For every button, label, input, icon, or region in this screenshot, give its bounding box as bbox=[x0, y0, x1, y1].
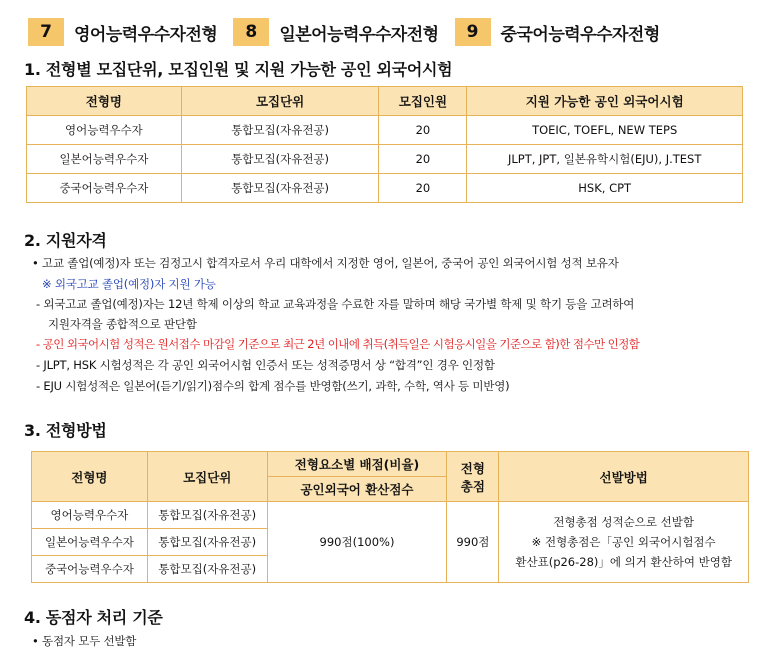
header-cell: 모집단위 bbox=[181, 87, 379, 116]
table-row bbox=[27, 174, 743, 203]
header-cell: 모집인원 bbox=[379, 87, 467, 116]
table-cell: 통합모집(자유전공) bbox=[147, 529, 267, 556]
table-cell: 통합모집(자유전공) bbox=[181, 145, 379, 174]
title-number: 9 bbox=[455, 18, 491, 46]
table-cell: HSK, CPT bbox=[467, 174, 743, 203]
table-cell: 통합모집(자유전공) bbox=[181, 116, 379, 145]
header-cell: 지원 가능한 공인 외국어시험 bbox=[467, 87, 743, 116]
header-cell: 전형명 bbox=[27, 87, 182, 116]
header-cell: 모집단위 bbox=[147, 452, 267, 502]
eligibility-jlpt-hsk: - JLPT, HSK 시험성적은 각 공인 외국어시험 인증서 또는 성적증명서 상 “합격”인 경우 인정함 bbox=[36, 358, 495, 372]
eligibility-main: • 고교 졸업(예정)자 또는 검정고시 합격자로서 우리 대학에서 지정한 영어, 일본어, 중국어 공인 외국어시험 성적 보유자 bbox=[32, 256, 619, 270]
title-item-chinese bbox=[455, 18, 660, 46]
table-cell: 통합모집(자유전공) bbox=[147, 502, 267, 529]
table-cell: 영어능력우수자 bbox=[27, 116, 182, 145]
method-line: 환산표(p26-28)」에 의거 환산하여 반영함 bbox=[515, 555, 732, 569]
table-cell: JLPT, JPT, 일본유학시험(EJU), J.TEST bbox=[467, 145, 743, 174]
eligibility-eju: - EJU 시험성적은 일본어(듣기/읽기)점수의 합계 점수를 반영함(쓰기, 과학, 수학, 역사 등 미반영) bbox=[36, 379, 510, 393]
eligibility-note: ※ 외국고교 졸업(예정)자 지원 가능 bbox=[42, 277, 216, 291]
table-header-row bbox=[27, 87, 743, 116]
table-row bbox=[32, 502, 749, 529]
table-cell: 통합모집(자유전공) bbox=[181, 174, 379, 203]
method-cell bbox=[499, 502, 749, 583]
title-label: 일본어능력우수자전형 bbox=[279, 24, 439, 45]
header-cell: 전형요소별 배점(비율) bbox=[267, 452, 447, 477]
table-cell: TOEIC, TOEFL, NEW TEPS bbox=[467, 116, 743, 145]
method-line: ※ 전형총점은「공인 외국어시험점수 bbox=[531, 535, 716, 549]
title-label: 중국어능력우수자전형 bbox=[500, 24, 660, 45]
title-item-japanese bbox=[233, 18, 438, 46]
section-2-title: 2. 지원자격 bbox=[24, 231, 107, 250]
table-cell: 중국어능력우수자 bbox=[32, 556, 148, 583]
section-1-title: 1. 전형별 모집단위, 모집인원 및 지원 가능한 공인 외국어시험 bbox=[24, 60, 453, 79]
table-row bbox=[27, 116, 743, 145]
section-3-title: 3. 전형방법 bbox=[24, 421, 107, 440]
header-cell: 선발방법 bbox=[499, 452, 749, 502]
eligibility-foreign: - 외국고교 졸업(예정)자는 12년 학제 이상의 학교 교육과정을 수료한 자를 말하며 해당 국가별 학제 및 학기 등을 고려하여 bbox=[36, 297, 635, 311]
title-item-english bbox=[28, 18, 217, 46]
selection-method-table bbox=[31, 451, 749, 583]
title-label: 영어능력우수자전형 bbox=[74, 24, 218, 45]
title-number: 7 bbox=[28, 18, 64, 46]
table-cell: 20 bbox=[379, 145, 467, 174]
score-cell: 990점(100%) bbox=[267, 502, 447, 583]
method-line: 전형총점 성적순으로 선발함 bbox=[553, 515, 694, 529]
eligibility-score-period: - 공인 외국어시험 성적은 원서접수 마감일 기준으로 최근 2년 이내에 취득(취득일은 시험응시일을 기준으로 함)한 점수만 인정함 bbox=[36, 337, 640, 351]
header-cell-line: 전형 bbox=[460, 460, 485, 476]
table-cell: 영어능력우수자 bbox=[32, 502, 148, 529]
table-cell: 20 bbox=[379, 174, 467, 203]
header-cell bbox=[447, 452, 499, 502]
table-cell: 중국어능력우수자 bbox=[27, 174, 182, 203]
total-cell: 990점 bbox=[447, 502, 499, 583]
table-row bbox=[27, 145, 743, 174]
header-cell-line: 총점 bbox=[460, 478, 485, 494]
eligibility-foreign-cont: 지원자격을 종합적으로 판단함 bbox=[48, 317, 197, 331]
section-4-title: 4. 동점자 처리 기준 bbox=[24, 608, 163, 627]
table-cell: 일본어능력우수자 bbox=[27, 145, 182, 174]
table-cell: 20 bbox=[379, 116, 467, 145]
title-bar bbox=[28, 16, 676, 48]
title-number: 8 bbox=[233, 18, 269, 46]
table-cell: 일본어능력우수자 bbox=[32, 529, 148, 556]
table-cell: 통합모집(자유전공) bbox=[147, 556, 267, 583]
header-cell: 전형명 bbox=[32, 452, 148, 502]
header-cell: 공인외국어 환산점수 bbox=[267, 477, 447, 502]
tiebreak-rule: • 동점자 모두 선발함 bbox=[32, 634, 137, 648]
recruitment-table bbox=[26, 86, 743, 203]
